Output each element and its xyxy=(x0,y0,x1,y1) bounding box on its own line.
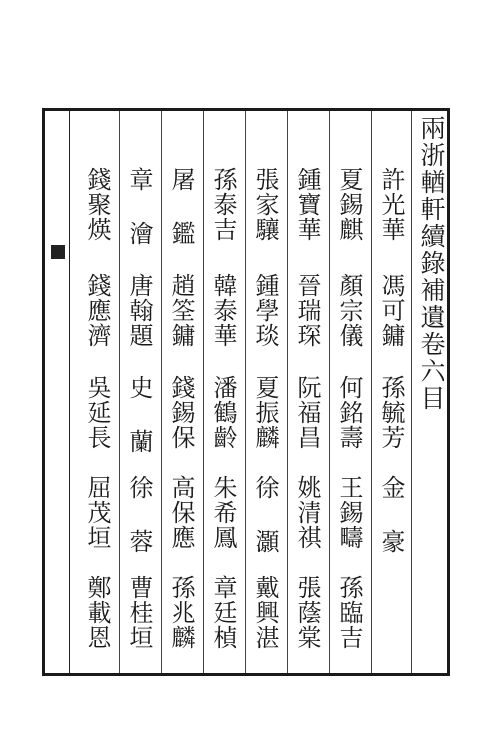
name-entry: 姚清祺 xyxy=(293,475,321,550)
name-entry: 韓泰華 xyxy=(209,273,237,348)
name-entry: 曹桂垣 xyxy=(125,575,153,650)
name-entry: 徐 灝 xyxy=(251,475,279,554)
name-entry: 何銘壽 xyxy=(335,375,363,450)
name-entry: 唐翰題 xyxy=(125,273,153,348)
page-gutter xyxy=(47,111,70,673)
name-entry: 張蔭棠 xyxy=(293,575,321,650)
name-entry: 章廷楨 xyxy=(209,575,237,650)
name-entry: 孫兆麟 xyxy=(167,575,195,650)
name-entry: 孫臨吉 xyxy=(335,575,363,650)
name-entry: 夏錫麒 xyxy=(335,167,363,242)
name-entry: 許光華 xyxy=(377,167,405,242)
name-entry: 孫泰吉 xyxy=(209,167,237,242)
name-entry: 戴興湛 xyxy=(251,575,279,650)
name-entry: 潘鶴齡 xyxy=(209,375,237,450)
name-entry: 顏宗儀 xyxy=(335,273,363,348)
name-entry: 金 豪 xyxy=(377,475,405,554)
name-entry: 王錫疇 xyxy=(335,475,363,550)
name-entry: 鍾寶華 xyxy=(293,167,321,242)
name-entry: 徐 蓉 xyxy=(125,475,153,554)
name-entry: 鄭載恩 xyxy=(83,575,111,650)
name-entry: 錢聚煐 xyxy=(83,167,111,242)
name-entry: 高保應 xyxy=(167,475,195,550)
page-title: 兩浙輶軒續錄補遺卷六目 xyxy=(417,115,446,412)
name-entry: 屈茂垣 xyxy=(83,475,111,550)
name-entry: 趙筌鏞 xyxy=(167,273,195,348)
name-entry: 屠 鑑 xyxy=(167,167,195,246)
name-entry: 朱希鳳 xyxy=(209,475,237,550)
name-entry: 吳延長 xyxy=(83,375,111,450)
name-entry: 孫毓芳 xyxy=(377,375,405,450)
name-entry: 晉瑞琛 xyxy=(293,273,321,348)
name-entry: 錢應濟 xyxy=(83,273,111,348)
name-entry: 錢錫保 xyxy=(167,375,195,450)
name-entry: 鍾學琰 xyxy=(251,273,279,348)
name-entry: 阮福昌 xyxy=(293,375,321,450)
name-entry: 夏振麟 xyxy=(251,375,279,450)
name-entry: 張家驤 xyxy=(251,167,279,242)
gutter-mark xyxy=(51,245,65,259)
page-frame xyxy=(42,108,450,676)
name-entry: 馮可鏞 xyxy=(377,273,405,348)
name-entry: 史 蘭 xyxy=(125,375,153,454)
name-entry: 章 澮 xyxy=(125,167,153,246)
